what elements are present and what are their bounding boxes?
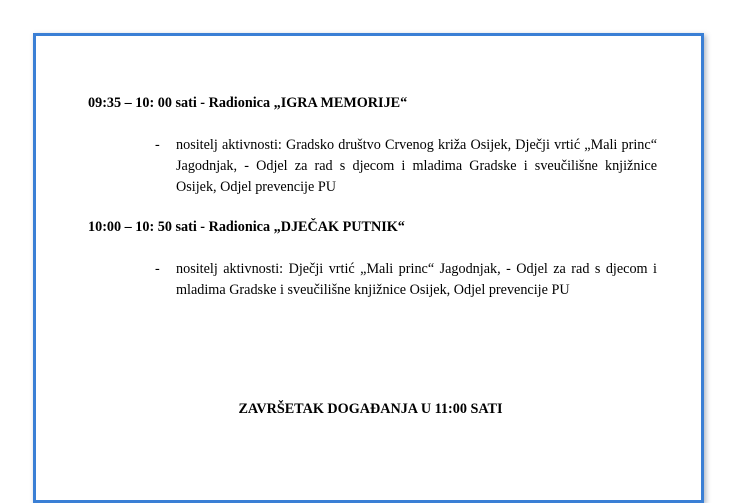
session-1-description: nositelj aktivnosti: Gradsko društvo Crvenog križa Osijek, Dječji vrtić „Mali princ“ Jagodnjak, - Odjel za rad s djecom i mladima Gradske i sveučilišne knjižnice Osijek, Odjel prevencije PU — [176, 137, 657, 195]
session-1-heading: 09:35 – 10: 00 sati - Radionica „IGRA MEMORIJE“ — [88, 95, 408, 111]
closing-text: ZAVRŠETAK DOGAĐANJA U 11:00 SATI — [238, 401, 503, 417]
session-2-dash: - — [155, 261, 160, 277]
event-closing-line — [0, 401, 741, 418]
session-1-dash: - — [155, 137, 160, 153]
session-2-heading: 10:00 – 10: 50 sati - Radionica „DJEČAK PUTNIK“ — [88, 219, 405, 235]
session-2-description: nositelj aktivnosti: Dječji vrtić „Mali princ“ Jagodnjak, - Odjel za rad s djecom i mladima Gradske i sveučilišne knjižnice Osijek, Odjel prevencije PU — [176, 261, 657, 298]
